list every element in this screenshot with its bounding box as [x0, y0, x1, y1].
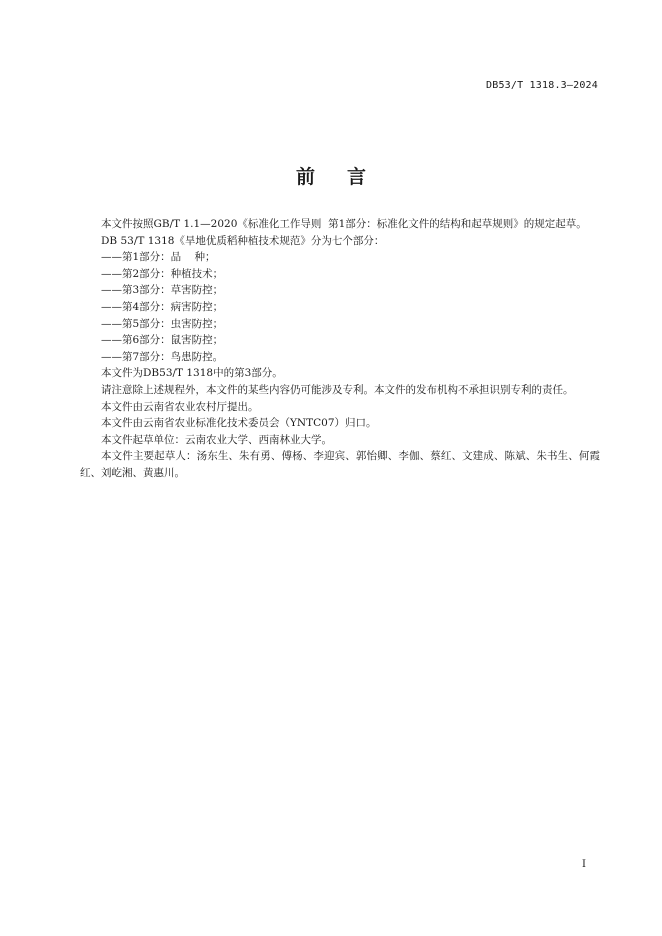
list-item-part-3: ——第3部分：草害防控；	[101, 284, 224, 297]
paragraph-proposer: 本文件由云南省农业农村厅提出。	[101, 400, 259, 413]
paragraph-committee: 本文件由云南省农业标准化技术委员会（YNTC07）归口。	[101, 417, 377, 430]
page-title	[0, 162, 662, 189]
list-item-part-2: ——第2部分：种植技术；	[101, 267, 224, 280]
paragraph-drafters: 本文件主要起草人：汤东生、朱有勇、傅杨、李迎宾、郭怡卿、李伽、蔡红、文建成、陈斌、朱书生、何霞红、刘屹湘、黄惠川。	[80, 450, 600, 479]
paragraph-basis: 本文件按照GB/T 1.1—2020《标准化工作导则 第1部分：标准化文件的结构和起草规则》的规定起草。	[101, 218, 587, 230]
document-code: DB53/T 1318.3—2024	[486, 80, 598, 91]
page-number: I	[582, 859, 586, 870]
list-item-part-4: ——第4部分：病害防控；	[101, 300, 224, 313]
list-item-part-1: ——第1部分：品 种；	[101, 251, 216, 264]
foreword-body	[80, 216, 600, 482]
paragraph-patent-notice: 请注意除上述规程外，本文件的某些内容仍可能涉及专利。本文件的发布机构不承担识别专利的责任。	[101, 383, 574, 396]
title-char-2: 言	[347, 166, 367, 188]
paragraph-parts-intro: DB 53/T 1318《旱地优质稻种植技术规范》分为七个部分：	[101, 234, 385, 247]
title-char-1: 前	[295, 166, 315, 188]
list-item-part-6: ——第6部分：鼠害防控；	[101, 334, 224, 347]
paragraph-drafting-units: 本文件起草单位：云南农业大学、西南林业大学。	[101, 433, 332, 446]
list-item-part-5: ——第5部分：虫害防控；	[101, 317, 224, 330]
list-item-part-7: ——第7部分：鸟患防控。	[101, 350, 224, 363]
paragraph-this-part: 本文件为DB53/T 1318中的第3部分。	[101, 367, 283, 380]
